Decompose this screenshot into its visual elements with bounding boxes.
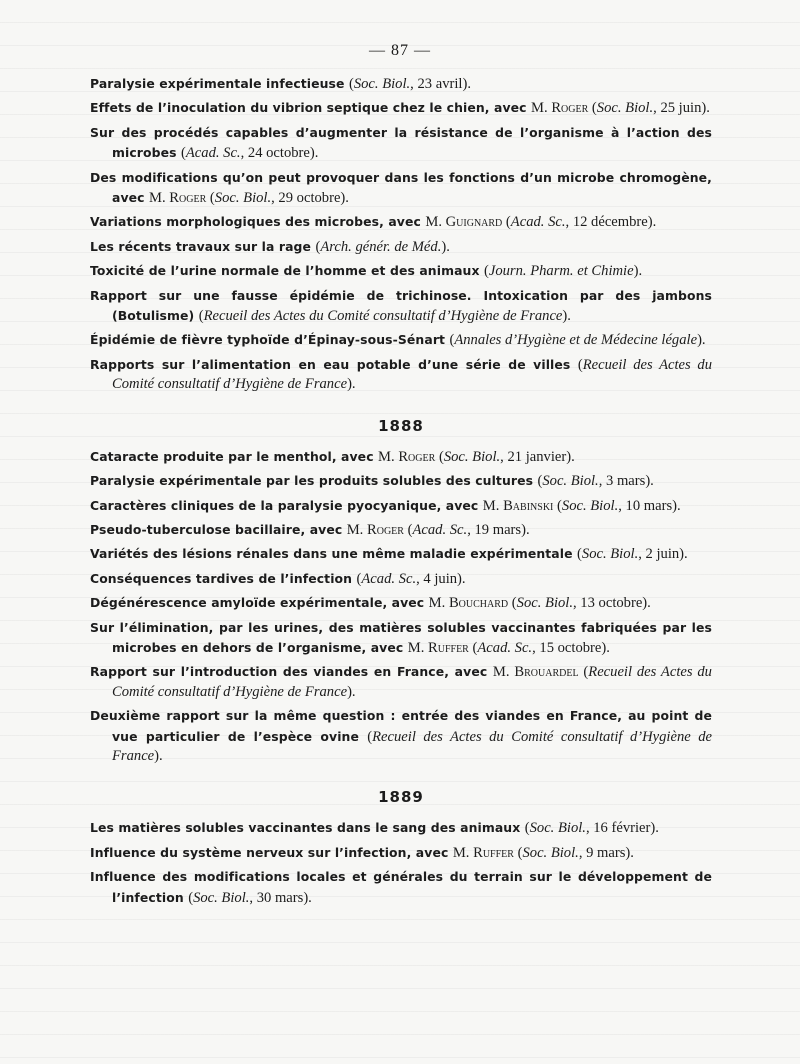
publication-title: Soc. Biol. <box>529 820 586 837</box>
publication-title: Recueil des Actes du Comité consultatif d’Hygiène de France <box>112 356 712 393</box>
entry-title: Paralysie expérimentale par les produits solubles des cultures <box>90 473 538 489</box>
citation-text: , 13 octobre). <box>573 595 651 612</box>
bibliography-entry <box>90 662 712 702</box>
citation-text: ( <box>508 595 517 612</box>
citation-text: , 9 mars). <box>578 844 634 861</box>
citation-text: , 2 juin). <box>638 546 688 563</box>
citation-text: ( <box>435 448 444 465</box>
bibliography-entry <box>90 74 712 94</box>
citation-text: ( <box>367 728 373 745</box>
bibliography-entry <box>90 544 712 564</box>
entry-title: Sur l’élimination, par les urines, des matières solubles vaccinantes fabriquées par les microbes en dehors de l’organisme, avec <box>90 619 712 655</box>
citation-text: M. <box>346 521 367 538</box>
coauthor-name: Roger <box>169 190 207 207</box>
citation-text: M. <box>428 595 449 612</box>
bibliography-entry <box>90 212 712 232</box>
bibliography-entry <box>90 867 712 908</box>
citation-text: , 21 janvier). <box>500 448 575 465</box>
publication-title: Soc. Biol. <box>561 497 619 514</box>
entry-title: Paralysie expérimentale infectieuse <box>90 76 349 91</box>
entry-title: Des modifications qu’on peut provoquer dans les fonctions d’un microbe chromogène, avec <box>90 169 712 206</box>
bibliography-entry <box>90 261 712 281</box>
publication-title: Acad. Sc. <box>477 639 533 656</box>
publication-title: Soc. Biol. <box>353 76 411 92</box>
publication-title: Soc. Biol. <box>193 889 250 906</box>
citation-text: ). <box>347 683 356 700</box>
citation-text: ( <box>553 497 562 514</box>
entry-title: Variétés des lésions rénales dans une même maladie expérimentale <box>90 546 578 562</box>
citation-text: M. <box>452 844 474 861</box>
citation-text: ). <box>154 747 163 764</box>
publication-title: Soc. Biol. <box>443 448 501 465</box>
bibliography-entry <box>90 569 712 589</box>
citation-text: ( <box>578 664 589 681</box>
citation-text: M. <box>482 497 504 514</box>
citation-text: , 19 mars). <box>467 521 530 538</box>
citation-text: ( <box>315 238 321 255</box>
bibliography-entry <box>90 496 712 516</box>
bibliography-list <box>90 74 712 912</box>
bibliography-entry <box>90 843 712 863</box>
citation-text: ( <box>181 145 186 162</box>
bibliography-entry <box>90 706 712 766</box>
entry-title: Pseudo-tuberculose bacillaire, avec <box>90 521 347 537</box>
entry-title: Rapports sur l’alimentation en eau potable d’une série de villes <box>90 356 578 372</box>
year-heading: 1889 <box>378 788 424 807</box>
citation-text: ). <box>562 308 571 325</box>
publication-title: Soc. Biol. <box>596 100 654 117</box>
citation-text: , 23 avril). <box>410 76 471 92</box>
year-heading: 1888 <box>378 416 424 435</box>
bibliography-entry <box>90 286 712 327</box>
coauthor-name: Babinski <box>503 497 554 514</box>
publication-title: Recueil des Actes du Comité consultatif d’Hygiène de France <box>112 664 712 700</box>
bibliography-entry <box>90 818 712 838</box>
coauthor-name: Roger <box>366 521 404 538</box>
publication-title: Acad. Sc. <box>510 214 566 231</box>
coauthor-name: Ruffer <box>428 639 469 656</box>
entry-title: Dégénérescence amyloïde expérimentale, avec <box>90 595 429 611</box>
entry-title: Effets de l’inoculation du vibrion septique chez le chien, avec <box>90 100 532 116</box>
publication-title: Acad. Sc. <box>412 521 468 538</box>
citation-text: M. <box>425 214 446 231</box>
coauthor-name: Roger <box>551 100 589 117</box>
citation-text: ( <box>502 214 511 231</box>
citation-text: , 3 mars). <box>598 473 654 490</box>
entry-title: Sur des procédés capables d’augmenter la résistance de l’organisme à l’action des microbes <box>90 124 712 161</box>
citation-text: , 16 février). <box>585 820 659 837</box>
publication-title: Journ. Pharm. et Chimie <box>488 263 634 280</box>
publication-title: Soc. Biol. <box>581 546 639 563</box>
citation-text: ( <box>348 76 354 92</box>
publication-title: Annales d’Hygiène et de Médecine légale <box>454 332 698 349</box>
citation-text: M. <box>531 100 552 117</box>
citation-text: M. <box>492 664 515 681</box>
coauthor-name: Ruffer <box>473 844 514 861</box>
entry-title: Caractères cliniques de la paralysie pyocyanique, avec <box>90 497 483 513</box>
citation-text: ( <box>483 263 489 280</box>
citation-text: M. <box>407 639 428 656</box>
entry-title: Influence des modifications locales et générales du terrain sur le développement de l’infection <box>90 869 712 905</box>
bibliography-entry <box>90 447 712 467</box>
citation-text: ( <box>524 820 530 837</box>
citation-text: ). <box>441 238 450 255</box>
citation-text: ( <box>588 100 597 117</box>
citation-text: , 29 octobre). <box>271 190 349 207</box>
publication-title: Arch. génér. de Méd. <box>320 238 442 255</box>
citation-text: ( <box>577 546 582 563</box>
entry-title: Rapport sur une fausse épidémie de trichinose. Intoxication par des jambons (Botulisme) <box>90 287 712 324</box>
publication-title: Recueil des Actes du Comité consultatif d’Hygiène de France <box>203 308 563 325</box>
citation-text: ( <box>449 332 455 349</box>
bibliography-entry <box>90 618 712 659</box>
citation-text: M. <box>378 448 399 465</box>
citation-text: ( <box>403 521 413 538</box>
publication-title: Recueil des Actes du Comité consultatif d’Hygiène de France <box>112 728 712 764</box>
citation-text: ( <box>577 356 583 373</box>
coauthor-name: Brouardel <box>514 664 579 681</box>
entry-title: Les récents travaux sur la rage <box>90 238 316 254</box>
citation-text: ( <box>513 844 523 861</box>
bibliography-entry <box>90 237 712 257</box>
entry-title: Deuxième rapport sur la même question : entrée des viandes en France, au point de vue particulier de l’espèce ovine <box>90 708 712 744</box>
citation-text: ( <box>188 889 194 906</box>
entry-title: Variations morphologiques des microbes, avec <box>90 214 426 230</box>
citation-text: , 30 mars). <box>249 889 312 906</box>
bibliography-entry <box>90 471 712 491</box>
bibliography-entry <box>90 355 712 395</box>
citation-text: M. <box>149 190 170 207</box>
bibliography-entry <box>90 98 712 118</box>
citation-text: , 25 juin). <box>653 100 710 117</box>
page-number: — 87 — <box>369 42 431 59</box>
entry-title: Épidémie de fièvre typhoïde d’Épinay-sous-Sénart <box>90 332 450 348</box>
entry-title: Influence du système nerveux sur l’infection, avec <box>90 844 453 860</box>
entry-title: Conséquences tardives de l’infection <box>90 570 357 586</box>
bibliography-entry <box>90 593 712 613</box>
coauthor-name: Bouchard <box>448 595 509 612</box>
citation-text: , 24 octobre). <box>240 145 319 162</box>
publication-title: Soc. Biol. <box>516 595 573 612</box>
citation-text: ( <box>198 308 204 325</box>
entry-title: Les matières solubles vaccinantes dans le sang des animaux <box>90 820 525 836</box>
citation-text: , 12 décembre). <box>565 214 657 231</box>
publication-title: Soc. Biol. <box>542 473 599 490</box>
publication-title: Soc. Biol. <box>522 844 579 861</box>
bibliography-entry <box>90 520 712 540</box>
coauthor-name: Guignard <box>445 214 503 231</box>
citation-text: ). <box>633 263 643 280</box>
citation-text: ( <box>206 190 215 207</box>
coauthor-name: Roger <box>398 448 436 465</box>
bibliography-entry <box>90 330 712 350</box>
citation-text: ( <box>356 570 362 587</box>
bibliography-entry <box>90 168 712 209</box>
citation-text: ( <box>537 473 543 490</box>
citation-text: ). <box>697 332 706 349</box>
citation-text: ). <box>347 376 356 393</box>
publication-title: Acad. Sc. <box>185 145 241 162</box>
citation-text: , 15 octobre). <box>532 639 610 656</box>
citation-text: ( <box>468 639 478 656</box>
bibliography-entry <box>90 123 712 164</box>
publication-title: Soc. Biol. <box>214 190 272 207</box>
citation-text: , 10 mars). <box>618 497 681 514</box>
entry-title: Cataracte produite par le menthol, avec <box>90 448 379 464</box>
entry-title: Rapport sur l’introduction des viandes en France, avec <box>90 664 493 680</box>
entry-title: Toxicité de l’urine normale de l’homme et des animaux <box>90 263 484 279</box>
citation-text: , 4 juin). <box>416 570 466 587</box>
publication-title: Acad. Sc. <box>361 570 417 587</box>
